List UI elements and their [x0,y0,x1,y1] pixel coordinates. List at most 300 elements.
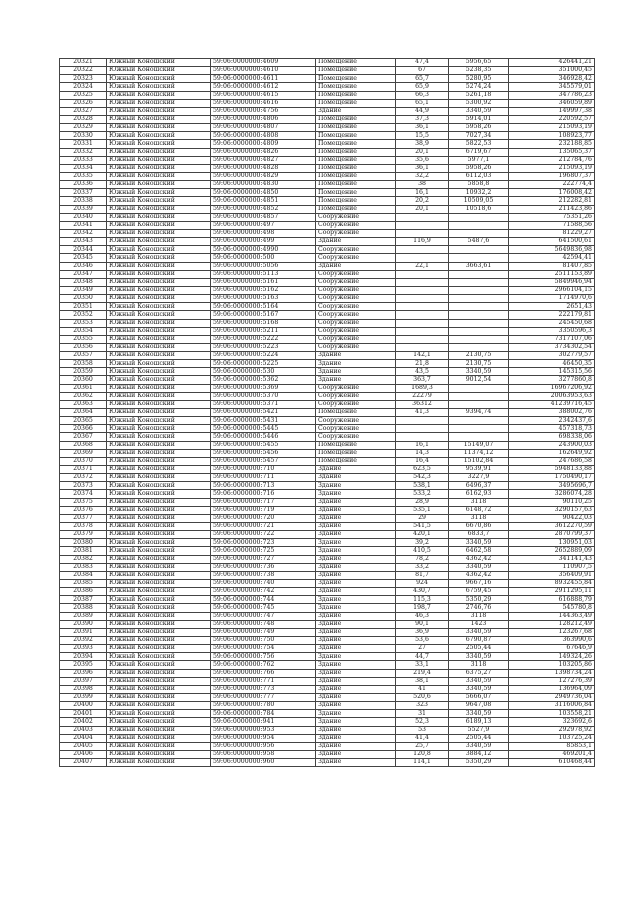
district-cell: Южный Коношский [107,148,211,156]
cadastral-number-cell: 59:06:0000000:756 [211,653,316,661]
cadastral-value-cell: 196807,37 [509,172,595,180]
table-row [60,604,595,612]
cadastral-value-cell: 222774,4 [509,181,595,189]
object-type-cell: Здание [316,555,396,563]
specific-value-cell [449,392,509,400]
district-cell: Южный Коношский [107,409,211,417]
cadastral-value-cell: 616888,79 [509,596,595,604]
row-number: 20368 [60,441,107,449]
area-cell [396,254,449,262]
object-type-cell: Сооружение [316,303,396,311]
table-row [60,596,595,604]
cadastral-value-cell: 90110,25 [509,498,595,506]
specific-value-cell: 5350,29 [449,759,509,767]
object-type-cell: Здание [316,352,396,360]
cadastral-value-cell: 346928,42 [509,75,595,83]
table-row [60,124,595,132]
cadastral-number-cell: 59:06:0000000:766 [211,669,316,677]
object-type-cell: Сооружение [316,343,396,351]
object-type-cell: Здание [316,677,396,685]
object-type-cell: Здание [316,759,396,767]
table-row [60,164,595,172]
table-row [60,409,595,417]
cadastral-number-cell: 59:06:0000000:719 [211,506,316,514]
area-cell: 420,1 [396,531,449,539]
object-type-cell: Здание [316,750,396,758]
cadastral-value-cell: 2511153,89 [509,270,595,278]
area-cell: 31 [396,710,449,718]
specific-value-cell: 5958,26 [449,124,509,132]
row-number: 20338 [60,197,107,205]
specific-value-cell [449,335,509,343]
row-number: 20393 [60,645,107,653]
cadastral-number-cell: 59:06:0000000:773 [211,685,316,693]
district-cell: Южный Коношский [107,343,211,351]
specific-value-cell [449,229,509,237]
district-cell: Южный Коношский [107,311,211,319]
district-cell: Южный Коношский [107,612,211,620]
cadastral-value-cell: 128212,49 [509,620,595,628]
object-type-cell: Здание [316,368,396,376]
area-cell: 410,5 [396,547,449,555]
cadastral-number-cell: 59:06:0000000:4806 [211,115,316,123]
cadastral-number-cell: 59:06:0000000:5056 [211,262,316,270]
area-cell: 520,6 [396,693,449,701]
cadastral-number-cell: 59:06:0000000:4808 [211,132,316,140]
cadastral-number-cell: 59:06:0000000:4827 [211,156,316,164]
district-cell: Южный Коношский [107,563,211,571]
table-row [60,99,595,107]
district-cell: Южный Коношский [107,498,211,506]
district-cell: Южный Коношский [107,466,211,474]
object-type-cell: Здание [316,718,396,726]
object-type-cell: Здание [316,628,396,636]
specific-value-cell: 15149,07 [449,441,509,449]
cadastral-value-cell: 2949736,04 [509,693,595,701]
table-row [60,628,595,636]
object-type-cell: Сооружение [316,433,396,441]
object-type-cell: Здание [316,645,396,653]
cadastral-value-cell: 388002,76 [509,409,595,417]
object-type-cell: Здание [316,547,396,555]
specific-value-cell: 9012,54 [449,376,509,384]
area-cell: 623,5 [396,466,449,474]
district-cell: Южный Коношский [107,91,211,99]
cadastral-value-cell: 41239716,45 [509,400,595,408]
area-cell [396,343,449,351]
district-cell: Южный Коношский [107,433,211,441]
cadastral-number-cell: 59:06:0000000:4829 [211,172,316,180]
object-type-cell: Здание [316,604,396,612]
cadastral-number-cell: 59:06:0000000:780 [211,702,316,710]
row-number: 20325 [60,91,107,99]
area-cell: 22279 [396,392,449,400]
row-number: 20364 [60,409,107,417]
table-row [60,498,595,506]
specific-value-cell [449,384,509,392]
cadastral-number-cell: 59:06:0000000:4830 [211,181,316,189]
cadastral-value-cell: 108923,77 [509,132,595,140]
district-cell: Южный Коношский [107,400,211,408]
object-type-cell: Здание [316,612,396,620]
cadastral-value-cell: 127276,39 [509,677,595,685]
cadastral-number-cell: 59:06:0000000:4611 [211,75,316,83]
cadastral-value-cell: 67646,9 [509,645,595,653]
row-number: 20366 [60,425,107,433]
area-cell: 28,9 [396,498,449,506]
cadastral-value-cell: 46450,35 [509,360,595,368]
cadastral-number-cell: 59:06:0000000:721 [211,523,316,531]
specific-value-cell [449,433,509,441]
row-number: 20334 [60,164,107,172]
row-number: 20373 [60,482,107,490]
area-cell: 115,3 [396,596,449,604]
area-cell: 52,3 [396,718,449,726]
cadastral-value-cell: 323692,6 [509,718,595,726]
specific-value-cell [449,278,509,286]
area-cell: 44,7 [396,653,449,661]
table-row [60,303,595,311]
district-cell: Южный Коношский [107,750,211,758]
table-row [60,148,595,156]
district-cell: Южный Коношский [107,181,211,189]
row-number: 20385 [60,580,107,588]
specific-value-cell: 3340,59 [449,628,509,636]
cadastral-number-cell: 59:06:0000000:954 [211,734,316,742]
table-row [60,352,595,360]
object-type-cell: Здание [316,571,396,579]
area-cell: 430,7 [396,588,449,596]
area-cell: 53,6 [396,636,449,644]
cadastral-number-cell: 59:06:0000000:5113 [211,270,316,278]
cadastral-number-cell: 59:06:0000000:4826 [211,148,316,156]
district-cell: Южный Коношский [107,596,211,604]
cadastral-number-cell: 59:06:0000000:777 [211,693,316,701]
table-row [60,392,595,400]
specific-value-cell: 9394,74 [449,409,509,417]
district-cell: Южный Коношский [107,580,211,588]
cadastral-number-cell: 59:06:0000000:4610 [211,67,316,75]
row-number: 20350 [60,295,107,303]
area-cell: 41,4 [396,734,449,742]
row-number: 20384 [60,571,107,579]
cadastral-value-table [59,58,595,767]
cadastral-number-cell: 59:06:0000000:4850 [211,189,316,197]
cadastral-number-cell: 59:06:0000000:722 [211,531,316,539]
row-number: 20326 [60,99,107,107]
object-type-cell: Сооружение [316,417,396,425]
table-row [60,653,595,661]
table-row [60,295,595,303]
cadastral-number-cell: 59:06:0000000:5222 [211,335,316,343]
cadastral-number-cell: 59:06:0000000:941 [211,718,316,726]
table-row [60,278,595,286]
table-row [60,262,595,270]
district-cell: Южный Коношский [107,742,211,750]
district-cell: Южный Коношский [107,376,211,384]
cadastral-number-cell: 59:06:0000000:500 [211,254,316,262]
object-type-cell: Помещение [316,181,396,189]
row-number: 20349 [60,286,107,294]
specific-value-cell [449,286,509,294]
cadastral-value-cell: 469201,4 [509,750,595,758]
cadastral-number-cell: 59:06:0000000:5455 [211,441,316,449]
table-row [60,343,595,351]
area-cell: 323 [396,702,449,710]
area-cell: 36312 [396,400,449,408]
area-cell: 16,1 [396,189,449,197]
cadastral-number-cell: 59:06:0000000:5225 [211,360,316,368]
row-number: 20375 [60,498,107,506]
area-cell: 81,7 [396,571,449,579]
cadastral-value-cell: 144363,49 [509,612,595,620]
row-number: 20344 [60,246,107,254]
object-type-cell: Помещение [316,441,396,449]
district-cell: Южный Коношский [107,384,211,392]
object-type-cell: Сооружение [316,286,396,294]
object-type-cell: Здание [316,596,396,604]
cadastral-value-cell: 2652889,09 [509,547,595,555]
object-type-cell: Помещение [316,172,396,180]
area-cell: 20,2 [396,197,449,205]
district-cell: Южный Коношский [107,710,211,718]
specific-value-cell: 15102,84 [449,457,509,465]
specific-value-cell: 9647,08 [449,702,509,710]
specific-value-cell: 3663,61 [449,262,509,270]
cadastral-value-cell: 81407,85 [509,262,595,270]
area-cell [396,213,449,221]
area-cell: 29 [396,514,449,522]
table-row [60,205,595,213]
cadastral-value-cell: 356409,91 [509,571,595,579]
cadastral-number-cell: 59:06:0000000:5163 [211,295,316,303]
district-cell: Южный Коношский [107,229,211,237]
object-type-cell: Здание [316,685,396,693]
specific-value-cell: 5822,53 [449,140,509,148]
specific-value-cell [449,254,509,262]
table-row [60,734,595,742]
row-number: 20333 [60,156,107,164]
district-cell: Южный Коношский [107,620,211,628]
table-row [60,750,595,758]
cadastral-value-cell: 2911295,11 [509,588,595,596]
cadastral-value-cell: 5948133,88 [509,466,595,474]
row-number: 20386 [60,588,107,596]
row-number: 20388 [60,604,107,612]
object-type-cell: Помещение [316,449,396,457]
specific-value-cell: 2130,75 [449,352,509,360]
specific-value-cell: 7027,34 [449,132,509,140]
district-cell: Южный Коношский [107,726,211,734]
district-cell: Южный Коношский [107,661,211,669]
object-type-cell: Здание [316,636,396,644]
cadastral-value-cell: 247686,58 [509,457,595,465]
table-row [60,571,595,579]
table-row [60,327,595,335]
table-row [60,83,595,91]
cadastral-number-cell: 59:06:0000000:784 [211,710,316,718]
object-type-cell: Сооружение [316,335,396,343]
table-row [60,286,595,294]
specific-value-cell: 2130,75 [449,360,509,368]
specific-value-cell [449,311,509,319]
table-row [60,523,595,531]
cadastral-value-cell: 2342437,6 [509,417,595,425]
object-type-cell: Сооружение [316,327,396,335]
area-cell: 22,1 [396,262,449,270]
cadastral-value-cell: 103205,86 [509,661,595,669]
district-cell: Южный Коношский [107,270,211,278]
table-row [60,506,595,514]
cadastral-number-cell: 59:06:0000000:4756 [211,107,316,115]
table-row [60,433,595,441]
cadastral-value-cell: 81229,27 [509,229,595,237]
cadastral-value-cell: 222179,81 [509,311,595,319]
cadastral-value-cell: 103558,21 [509,710,595,718]
district-cell: Южный Коношский [107,604,211,612]
row-number: 20387 [60,596,107,604]
district-cell: Южный Коношский [107,425,211,433]
row-number: 20359 [60,368,107,376]
row-number: 20362 [60,392,107,400]
cadastral-number-cell: 59:06:0000000:5211 [211,327,316,335]
row-number: 20367 [60,433,107,441]
cadastral-value-cell: 698338,06 [509,433,595,441]
cadastral-value-cell: 1398734,24 [509,669,595,677]
cadastral-number-cell: 59:06:0000000:5431 [211,417,316,425]
object-type-cell: Здание [316,514,396,522]
object-type-cell: Сооружение [316,319,396,327]
cadastral-value-cell: 5849946,94 [509,278,595,286]
cadastral-value-cell: 345579,01 [509,83,595,91]
cadastral-value-cell: 90422,03 [509,514,595,522]
area-cell [396,303,449,311]
district-cell: Южный Коношский [107,669,211,677]
object-type-cell: Сооружение [316,254,396,262]
cadastral-number-cell: 59:06:0000000:4809 [211,140,316,148]
district-cell: Южный Коношский [107,457,211,465]
specific-value-cell: 5977,1 [449,156,509,164]
cadastral-value-cell: 42594,41 [509,254,595,262]
specific-value-cell [449,400,509,408]
cadastral-number-cell: 59:06:0000000:4609 [211,59,316,67]
row-number: 20348 [60,278,107,286]
cadastral-value-cell: 1750490,17 [509,474,595,482]
district-cell: Южный Коношский [107,677,211,685]
cadastral-value-cell: 2651,43 [509,303,595,311]
cadastral-value-cell: 545780,8 [509,604,595,612]
district-cell: Южный Коношский [107,213,211,221]
specific-value-cell: 6189,13 [449,718,509,726]
object-type-cell: Помещение [316,140,396,148]
table-row [60,742,595,750]
cadastral-number-cell: 59:06:0000000:740 [211,580,316,588]
object-type-cell: Помещение [316,67,396,75]
specific-value-cell: 10932,2 [449,189,509,197]
row-number: 20340 [60,213,107,221]
row-number: 20365 [60,417,107,425]
cadastral-number-cell: 59:06:0000000:750 [211,636,316,644]
specific-value-cell [449,213,509,221]
area-cell [396,286,449,294]
district-cell: Южный Коношский [107,368,211,376]
specific-value-cell: 6112,03 [449,172,509,180]
specific-value-cell: 6670,86 [449,523,509,531]
specific-value-cell [449,221,509,229]
specific-value-cell: 6833,7 [449,531,509,539]
cadastral-value-cell: 220592,57 [509,115,595,123]
table-row [60,466,595,474]
cadastral-number-cell: 59:06:0000000:771 [211,677,316,685]
cadastral-value-cell: 3286074,28 [509,490,595,498]
object-type-cell: Здание [316,523,396,531]
table-row [60,221,595,229]
specific-value-cell [449,270,509,278]
object-type-cell: Здание [316,506,396,514]
cadastral-number-cell: 59:06:0000000:4857 [211,213,316,221]
area-cell: 47,4 [396,59,449,67]
row-number: 20331 [60,140,107,148]
specific-value-cell: 3118 [449,612,509,620]
area-cell [396,229,449,237]
table-row [60,75,595,83]
cadastral-number-cell: 59:06:0000000:745 [211,604,316,612]
cadastral-number-cell: 59:06:0000000:717 [211,498,316,506]
cadastral-value-cell: 341141,43 [509,555,595,563]
district-cell: Южный Коношский [107,645,211,653]
row-number: 20374 [60,490,107,498]
object-type-cell: Сооружение [316,270,396,278]
district-cell: Южный Коношский [107,718,211,726]
cadastral-number-cell: 59:06:0000000:5164 [211,303,316,311]
cadastral-value-cell: 123267,68 [509,628,595,636]
object-type-cell: Помещение [316,75,396,83]
object-type-cell: Здание [316,742,396,750]
area-cell: 44,9 [396,107,449,115]
cadastral-number-cell: 59:06:0000000:4616 [211,99,316,107]
row-number: 20352 [60,311,107,319]
object-type-cell: Здание [316,726,396,734]
area-cell: 35,6 [396,156,449,164]
specific-value-cell: 6462,58 [449,547,509,555]
area-cell: 66,3 [396,91,449,99]
cadastral-value-cell: 149324,26 [509,653,595,661]
area-cell: 20,1 [396,148,449,156]
area-cell: 16,1 [396,441,449,449]
row-number: 20395 [60,661,107,669]
area-cell: 36,1 [396,124,449,132]
district-cell: Южный Коношский [107,132,211,140]
area-cell: 38,1 [396,677,449,685]
cadastral-value-cell: 5649836,98 [509,246,595,254]
district-cell: Южный Коношский [107,124,211,132]
row-number: 20389 [60,612,107,620]
cadastral-number-cell: 59:06:0000000:5446 [211,433,316,441]
table-row [60,612,595,620]
specific-value-cell: 6759,45 [449,588,509,596]
district-cell: Южный Коношский [107,262,211,270]
row-number: 20361 [60,384,107,392]
cadastral-value-cell: 212282,81 [509,197,595,205]
table-row [60,685,595,693]
specific-value-cell: 5666,07 [449,693,509,701]
row-number: 20369 [60,449,107,457]
object-type-cell: Помещение [316,156,396,164]
district-cell: Южный Коношский [107,441,211,449]
cadastral-value-cell: 130951,03 [509,539,595,547]
table-row [60,718,595,726]
row-number: 20382 [60,555,107,563]
